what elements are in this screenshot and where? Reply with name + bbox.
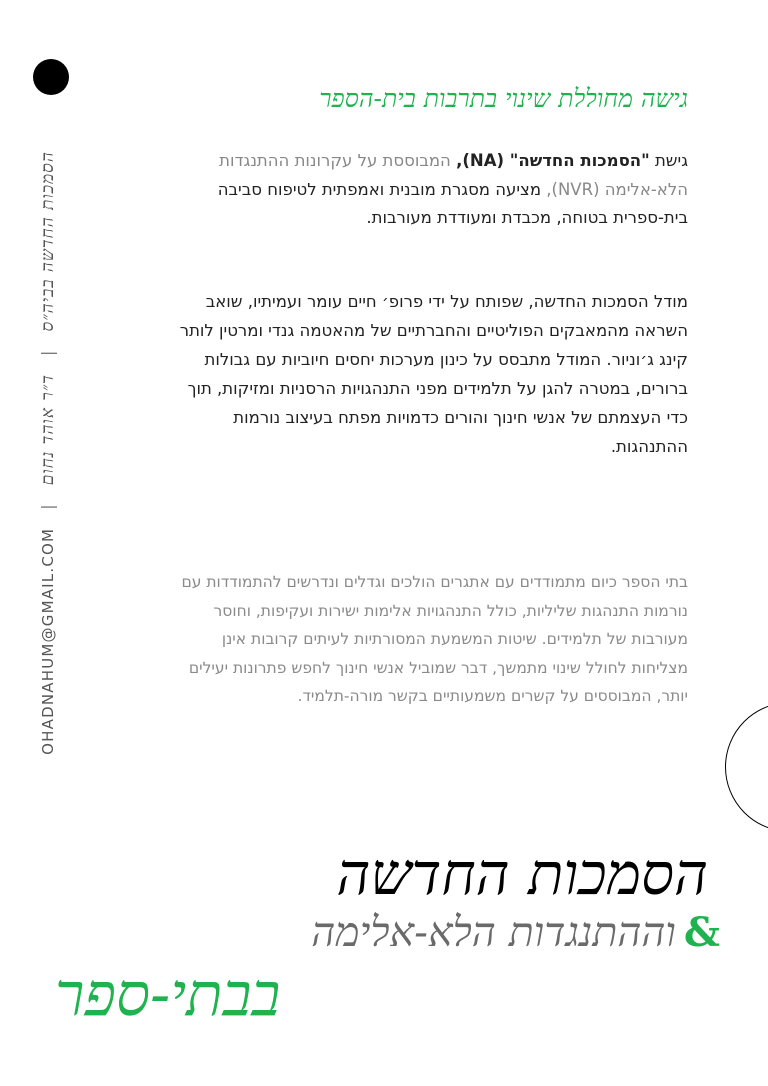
author-email[interactable]: OHADNAHUM@GMAIL.COM — [39, 527, 57, 755]
intro-paragraph: גישת "הסמכות החדשה" (NA), המבוססת על עקרונות ההתנגדות הלא-אלימה (NVR), מציעה מסגרת מובנית ואמפתית לטיפוח סביבה בית-ספרית בטוחה, מכבדת ומעודדת מעורבות. — [217, 151, 688, 227]
ampersand-mark: & — [683, 909, 720, 956]
model-paragraph: מודל הסמכות החדשה, שפותח על ידי פרופ׳ חיים עומר ועמיתיו, שואב השראה מהמאבקים הפוליטיים והחברתיים של מהאטמה גנדי ומרטין לותר קינג ג׳וניור. המודל מתבסס על כינון מערכות יחסים חיוביות עם גבולות ברורים, במטרה להגן על תלמידים מפני התנהגויות הרסניות ומזיקות, תוך כדי העצמתם של אנשי חינוך והורים כדמויות מפתח בעיצוב נורמות ההתנהגות. — [179, 292, 688, 456]
sidebar-separator: | — [38, 503, 57, 510]
title-line-3: בבתי-ספר — [55, 960, 281, 1030]
title-line-1: הסמכות החדשה — [336, 840, 708, 908]
context-paragraph: בתי הספר כיום מתמודדים עם אתגרים הולכים וגדלים ונדרשים להתמודדות עם נורמות התנהגות שליליות, כולל התנהגויות אלימות ישירות ועקיפות, וחוסר מעורבות של תלמידים. שיטות המשמעת המסורתיות לעיתים קרובות אינן מצליחות לחולל שינוי מתמשך, דבר שמוביל אנשי חינוך לחפש פתרונות יעילים יותר, המבוססים על קשרים משמעותיים בקשר מורה-תלמיד. — [181, 573, 688, 705]
title-line-2: &וההתנגדות הלא-אלימה — [311, 908, 720, 956]
approach-name: "הסמכות החדשה" (NA), — [456, 151, 650, 170]
sidebar-separator: | — [38, 349, 57, 356]
author-name: ד״ר אוהד נחום — [38, 374, 58, 486]
sidebar-vertical-text — [38, 73, 62, 833]
section-heading: גישה מחוללת שינוי בתרבות בית-הספר — [319, 84, 688, 113]
circle-outline-decoration — [725, 702, 768, 832]
sidebar-subtitle: הסמכות החדשה בביה״ס — [38, 151, 58, 332]
